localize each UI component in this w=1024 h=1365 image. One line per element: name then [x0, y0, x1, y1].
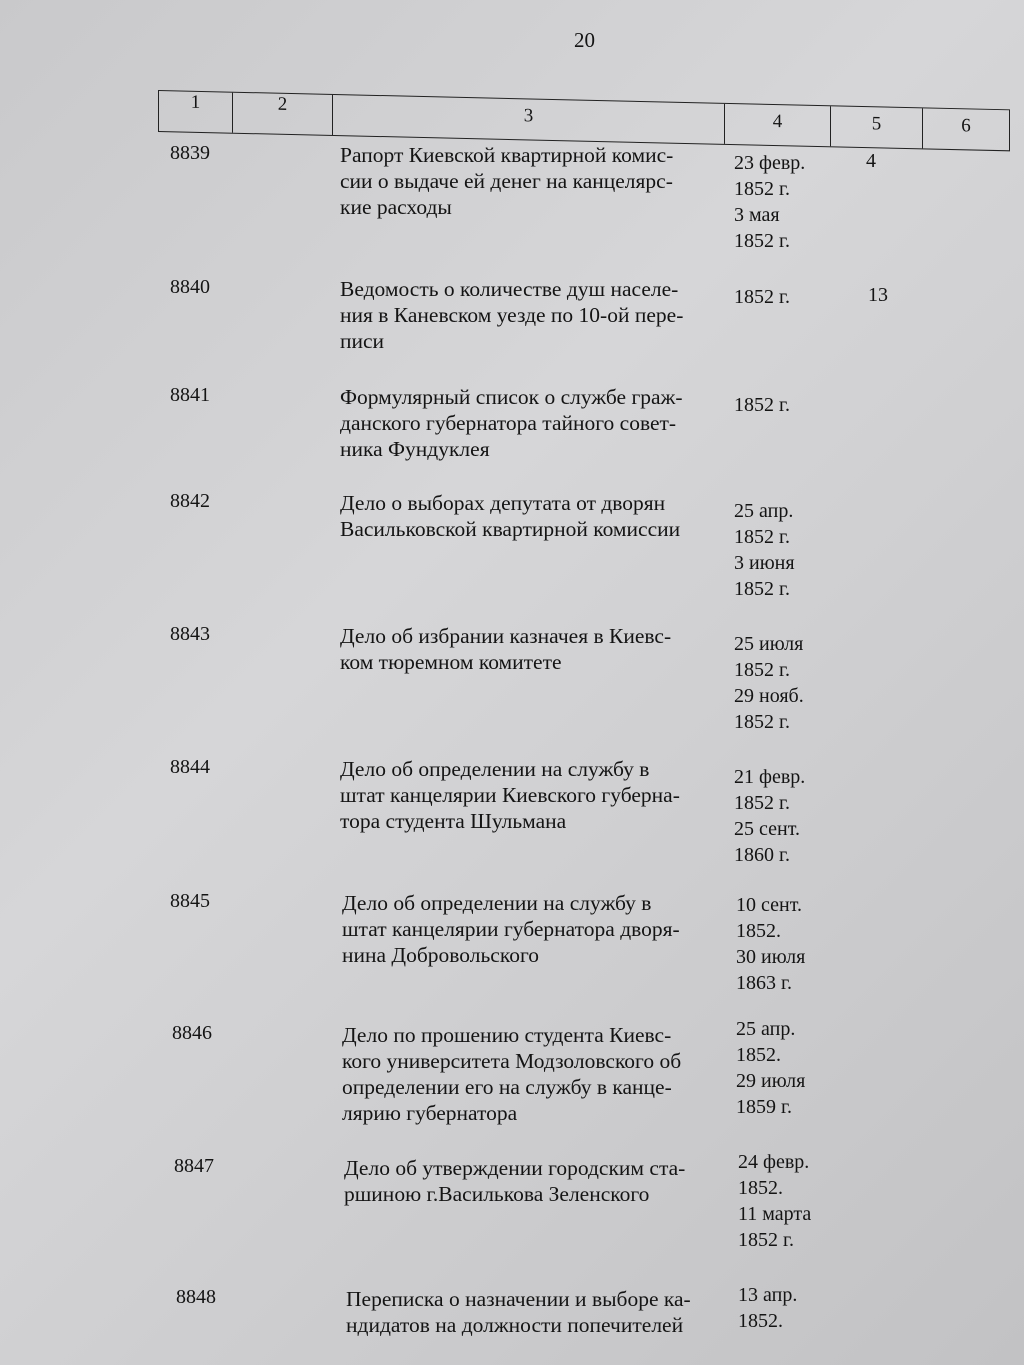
record-title-line: штат канцелярии губернатора дворя- [342, 917, 680, 941]
column-header-2: 2 [233, 93, 333, 135]
record-number: 8848 [176, 1286, 216, 1308]
record-date: 24 февр. [738, 1151, 810, 1173]
record-date: 25 июля [734, 633, 804, 655]
record-dates [734, 764, 844, 868]
record-title-line: тора студента Шульмана [340, 809, 567, 833]
record-date: 1860 г. [734, 844, 790, 866]
record-title [340, 142, 715, 220]
record-date: 13 апр. [738, 1284, 798, 1306]
record-date: 1852 г. [734, 659, 790, 681]
record-number: 8846 [172, 1022, 212, 1044]
record-title-line: ния в Каневском уезде по 10-ой пере- [340, 303, 684, 327]
record-title [340, 384, 715, 462]
record-title-line: ндидатов на должности попечителей [346, 1313, 684, 1337]
record-date: 1852 г. [734, 230, 790, 252]
record-title-line: Дело об определении на службу в [342, 891, 652, 915]
record-number: 8845 [170, 890, 210, 912]
record-date: 1852 г. [734, 394, 790, 416]
record-title-line: Васильковской квартирной комиссии [340, 517, 681, 541]
record-title-line: Дело об утверждении городским ста- [344, 1156, 686, 1180]
record-date: 1852. [736, 920, 781, 942]
record-date: 1859 г. [736, 1096, 792, 1118]
record-title-line: лярию губернатора [342, 1101, 518, 1125]
record-title-line: Переписка о назначении и выборе ка- [346, 1287, 691, 1311]
record-title-line: Дело об определении на службу в [340, 757, 650, 781]
column-header-1: 1 [159, 91, 233, 133]
record-date: 10 сент. [736, 894, 802, 916]
record-date: 1852. [738, 1310, 783, 1332]
record-title [340, 276, 715, 354]
record-title-line: определении его на службу в канце- [342, 1075, 672, 1099]
record-date: 1852 г. [734, 711, 790, 733]
record-dates [734, 284, 844, 310]
record-title-line: кого университета Модзоловского об [342, 1049, 682, 1073]
record-title [342, 890, 717, 968]
record-title-line: Рапорт Киевской квартирной комис- [340, 143, 674, 167]
column-header-4: 4 [725, 104, 831, 146]
record-date: 1852 г. [738, 1229, 794, 1251]
record-title-line: кие расходы [340, 195, 452, 219]
record-date: 23 февр. [734, 152, 806, 174]
record-dates [734, 392, 844, 418]
record-date: 1852. [736, 1044, 781, 1066]
record-number: 8841 [170, 384, 210, 406]
record-title-line: ком тюремном комитете [340, 650, 562, 674]
record-title-line: штат канцелярии Киевского губерна- [340, 783, 680, 807]
record-date: 1852. [738, 1177, 783, 1199]
record-dates [736, 892, 846, 996]
record-date: 29 нояб. [734, 685, 804, 707]
record-date: 1852 г. [734, 526, 790, 548]
record-date: 11 марта [738, 1203, 812, 1225]
record-title [342, 1022, 717, 1126]
record-dates [738, 1282, 848, 1334]
column-header-5: 5 [831, 106, 923, 148]
record-dates [734, 150, 844, 254]
record-title-line: сии о выдаче ей денег на канцелярс- [340, 169, 673, 193]
record-sheet-count: 4 [866, 150, 876, 172]
record-date: 1852 г. [734, 792, 790, 814]
record-sheet-count: 13 [868, 284, 888, 306]
record-title-line: Формулярный список о службе граж- [340, 385, 683, 409]
record-date: 1852 г. [734, 286, 790, 308]
column-header-3: 3 [333, 95, 725, 144]
record-date: 25 апр. [736, 1018, 796, 1040]
record-date: 3 июня [734, 552, 795, 574]
record-title-line: данского губернатора тайного совет- [340, 411, 677, 435]
record-dates [734, 631, 844, 735]
record-date: 1863 г. [736, 972, 792, 994]
record-date: 29 июля [736, 1070, 806, 1092]
record-number: 8843 [170, 623, 210, 645]
record-title [340, 623, 715, 675]
record-date: 1852 г. [734, 578, 790, 600]
page-number: 20 [574, 28, 595, 52]
record-number: 8840 [170, 276, 210, 298]
record-date: 21 февр. [734, 766, 806, 788]
record-title-line: писи [340, 329, 385, 353]
column-header-6: 6 [961, 115, 971, 137]
record-date: 1852 г. [734, 178, 790, 200]
record-title-line: ника Фундуклея [340, 437, 490, 461]
record-dates [738, 1149, 848, 1253]
record-dates [734, 498, 844, 602]
record-date: 3 мая [734, 204, 780, 226]
record-title [340, 756, 715, 834]
record-date: 25 сент. [734, 818, 800, 840]
record-dates [736, 1016, 846, 1120]
record-number: 8839 [170, 142, 210, 164]
record-title [344, 1155, 719, 1207]
record-title-line: Дело об избрании казначея в Киевс- [340, 624, 672, 648]
record-title [340, 490, 715, 542]
record-title-line: нина Добровольского [342, 943, 539, 967]
record-date: 25 апр. [734, 500, 794, 522]
record-title-line: Дело по прошению студента Киевс- [342, 1023, 672, 1047]
record-title-line: ршиною г.Василькова Зеленского [344, 1182, 650, 1206]
record-title [346, 1286, 721, 1338]
record-number: 8842 [170, 490, 210, 512]
record-date: 30 июля [736, 946, 806, 968]
record-number: 8847 [174, 1155, 214, 1177]
record-number: 8844 [170, 756, 210, 778]
record-title-line: Дело о выборах депутата от дворян [340, 491, 666, 515]
record-title-line: Ведомость о количестве душ населе- [340, 277, 679, 301]
